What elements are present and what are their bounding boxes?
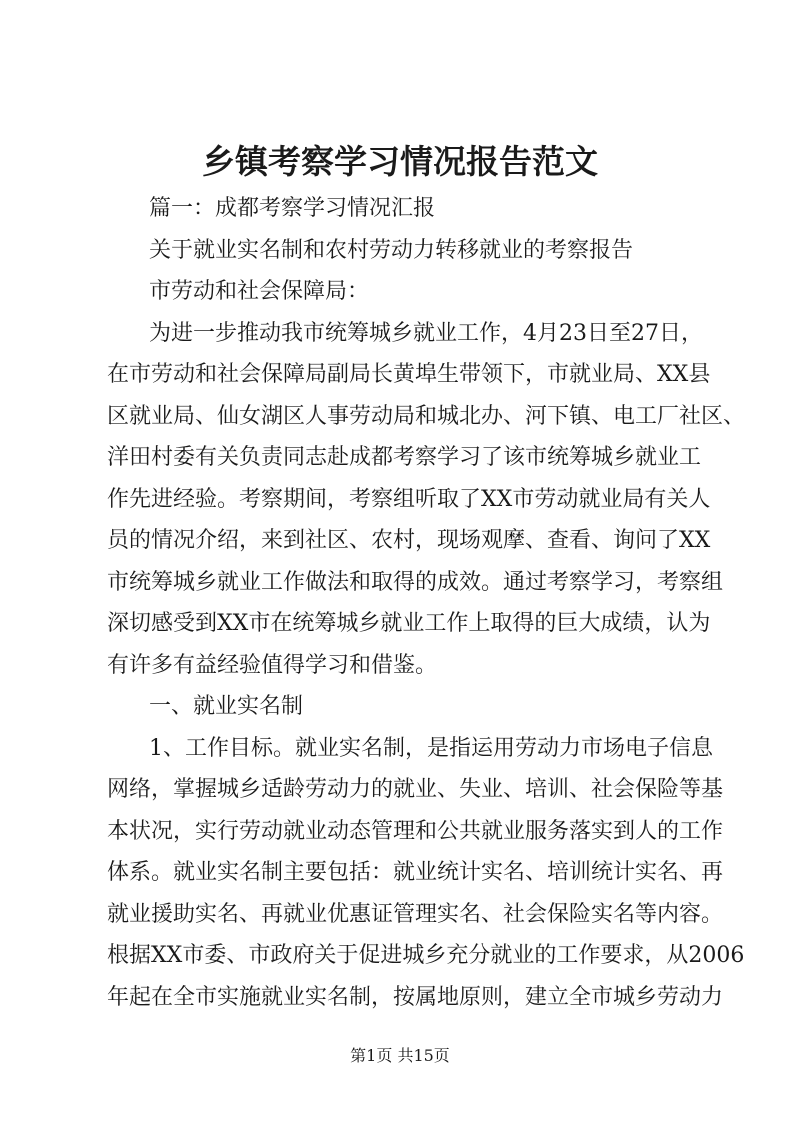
paragraph-line: 年起在全市实施就业实名制，按属地原则，建立全市城乡劳动力: [107, 984, 724, 1010]
paragraph-line: 深切感受到XX市在统筹城乡就业工作上取得的巨大成绩，认为: [107, 611, 711, 636]
paragraph-line: 为进一步推动我市统筹城乡就业工作，4月23日至27日，: [149, 320, 703, 346]
paragraph-line: 有许多有益经验值得学习和借鉴。: [107, 652, 438, 678]
document-title: 乡镇考察学习情况报告范文: [202, 142, 598, 181]
report-title: 关于就业实名制和农村劳动力转移就业的考察报告: [149, 237, 634, 263]
paragraph-line: 1、工作目标。就业实名制，是指运用劳动力市场电子信息: [149, 735, 713, 761]
document-body: [107, 188, 746, 1018]
paragraph-line: 员的情况介绍，来到社区、农村，现场观摩、查看、询问了XX: [107, 528, 711, 553]
paragraph-line: 体系。就业实名制主要包括：就业统计实名、培训统计实名、再: [107, 860, 724, 885]
paragraph-line: 就业援助实名、再就业优惠证管理实名、社会保险实名等内容。: [107, 901, 724, 927]
page-number-footer: 第1页 共15页: [350, 1046, 450, 1065]
paragraph-line: 本状况，实行劳动就业动态管理和公共就业服务落实到人的工作: [107, 818, 724, 844]
paragraph-line: 洋田村委有关负责同志赴成都考察学习了该市统筹城乡就业工: [107, 445, 702, 470]
subsection-heading: 一、就业实名制: [149, 694, 304, 719]
paragraph-line: 市统筹城乡就业工作做法和取得的成效。通过考察学习，考察组: [107, 569, 724, 595]
paragraph-line: 在市劳动和社会保障局副局长黄埠生带领下，市就业局、XX县: [107, 362, 711, 387]
paragraph-line: 根据XX市委、市政府关于促进城乡充分就业的工作要求，从2006: [107, 943, 745, 968]
paragraph-line: 区就业局、仙女湖区人事劳动局和城北办、河下镇、电工厂社区、: [107, 403, 746, 429]
paragraph-line: 作先进经验。考察期间，考察组听取了XX市劳动就业局有关人: [107, 486, 711, 512]
section-heading: 篇一：成都考察学习情况汇报: [149, 196, 436, 221]
addressee: 市劳动和社会保障局：: [149, 279, 370, 304]
paragraph-line: 网络，掌握城乡适龄劳动力的就业、失业、培训、社会保险等基: [107, 777, 724, 802]
